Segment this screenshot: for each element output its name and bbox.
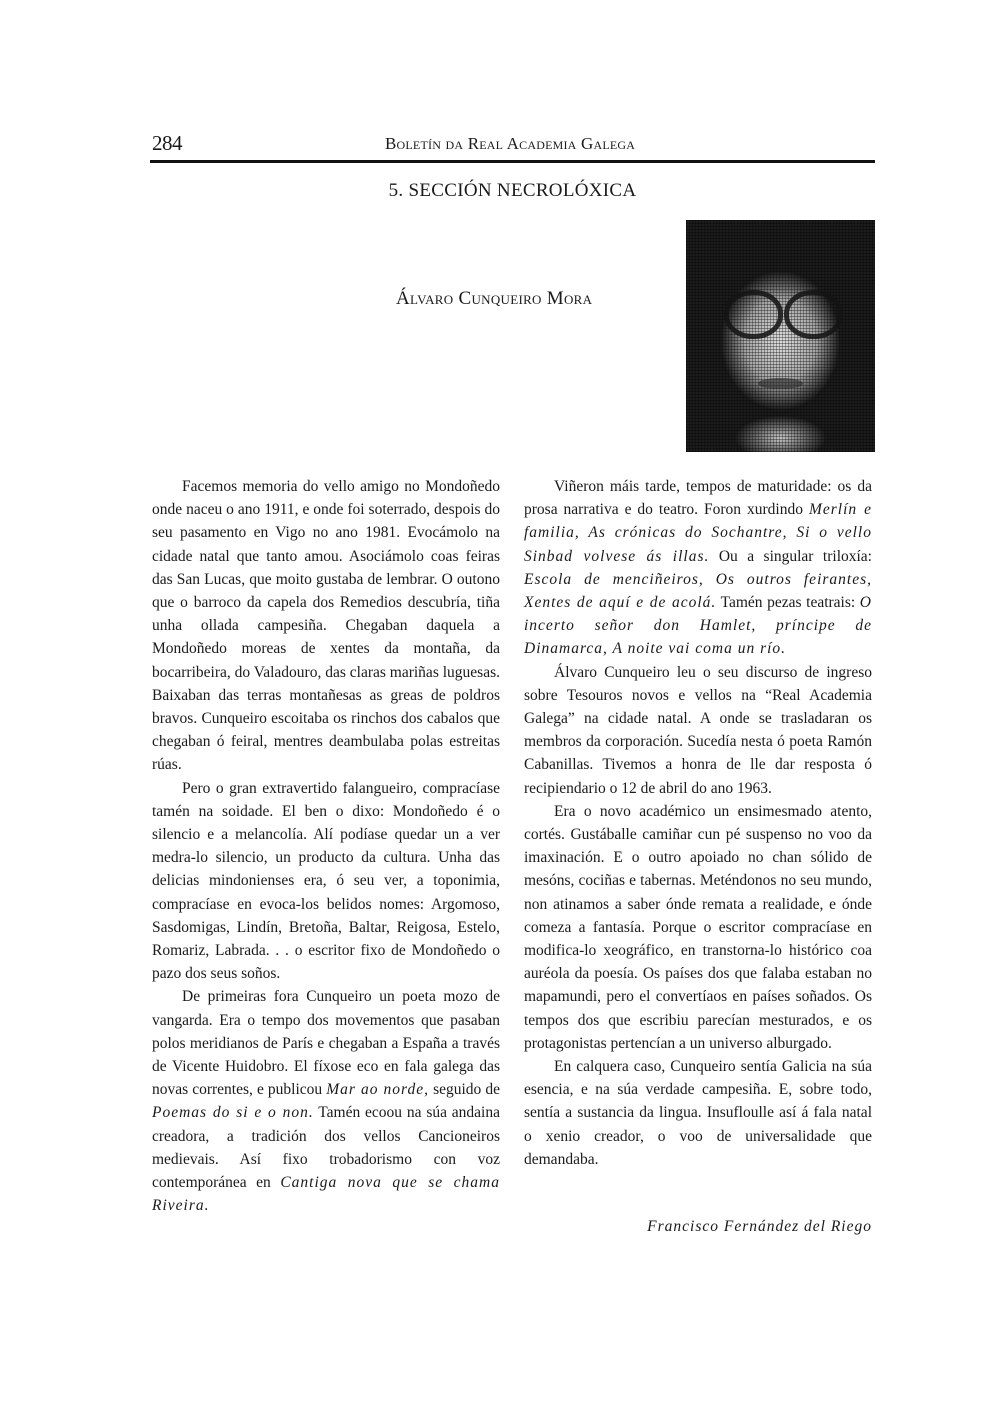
paragraph-maturity [524,475,872,661]
portrait-glasses-right [784,290,843,339]
paragraph-solitude: Pero o gran extravertido falangueiro, compracíase tamén na soidade. El ben o dixo: Mondoñedo é o silencio e a melancolía. Alí podíase quedar un a ver medra-lo silencio, un producto da cultura. Unha das delicias mindonienses era, ó seu ver, a toponimia, compracíase en evoca-los belidos nomes: Argomoso, Sasdomigas, Lindín, Bretoña, Baltar, Reigosa, Estelo, Romariz, Labrada. . . o escritor fixo de Mondoñedo o pazo dos seus soños. [152,779,500,983]
book-titles: Merlín e familia, As crónicas do Sochantre, Si o vello Sinbad volvese ás illas. [524,501,873,565]
header-rule-divider [150,160,875,163]
left-column [152,475,500,1218]
book-title: Mar ao norde, [326,1081,430,1099]
paragraph-character: Era o novo académico un ensimesmado atento, cortés. Gustáballe camiñar cun pé suspenso no voo da imaxinación. E o outro apoiado no chan sólido de mesóns, cociñas e tabernas. Meténdonos no seu mundo, non atinamos a saber ónde remata a realidade, e ónde comeza a fantasía. Porque o escritor compracíase en modifica-lo xeográfico, en transtorna-lo histórico coa auréola da poesía. Os países dos que falaba estaban no mapamundi, pero el convertíaos en países soñados. Os tempos dos que escribiu parecían mesturados, e os protagonistas pertencían a un universo alburgado. [524,802,872,1052]
text-run: seguido de [429,1081,500,1099]
paragraph-poetry [152,985,500,1217]
paragraph-academy-speech: Álvaro Cunqueiro leu o seu discurso de ingreso sobre Tesouros novos e vellos na “Real Academia Galega” na cidade natal. A onde se trasladaran os membros da corporación. Sucedía nesta ó poeta Ramón Cabanillas. Tivemos a honra de lle dar resposta ó recipiendario o 12 de abril do ano 1963. [524,663,872,797]
book-titles: Escola de menciñeiros, Os outros feirantes, Xentes de aquí e de acolá. [524,570,872,612]
page-number: 284 [152,131,182,155]
book-title: Cantiga nova que se chama Riveira. [152,1174,500,1215]
text-run: De primeiras fora Cunqueiro un poeta mozo de vangarda. Era o tempo dos movementos que pasaban polos meridianos de París e chegaban a España a través de Vicente Huidobro. El fíxose eco en fala galega das novas correntes, e publicou [152,988,500,1099]
running-head: Boletín da Real Academia Galega [385,134,636,153]
portrait-mouth [758,378,803,390]
text-run: Tamén pezas teatrais: [716,594,860,612]
section-title: 5. SECCIÓN NECROLÓXICA [388,180,637,201]
portrait-photo-icon [686,220,875,452]
text-run: Ou a singular triloxía: [709,547,872,565]
article-title: Álvaro Cunqueiro Mora [396,288,593,309]
portrait-glasses-left [724,290,783,339]
text-run: Viñeron máis tarde, tempos de maturidade: os da prosa narrativa e do teatro. Foron xurdindo [524,478,872,519]
book-title: Poemas do si e o non. [152,1104,314,1122]
paragraph-hometown: Facemos memoria do vello amigo no Mondoñedo onde naceu o ano 1911, e onde foi soterrado, despois do seu pasamento en Vigo no ano 1981. Evocámolo na cidade natal que tanto amou. Asociámolo coas feiras das San Lucas, que moito gustaba de lembrar. O outono que o barroco da capela dos Remedios descubría, tiña unha ollada campesiña. Chegaban daquela a Mondoñedo moreas de xentes da montaña, da bocarribeira, do Valadouro, das claras mariñas luguesas. Baixaban das terras montañesas as greas de poldros bravos. Cunqueiro escoitaba os rinchos dos cabalos que chegaban ó feiral, mentres deambulaba polas estreitas rúas. [152,478,500,774]
right-column [524,475,872,1171]
text-run: Tamén ecoou na súa andaina creadora, a tradición dos vellos Cancioneiros medievais. Así fixo trobadorismo con voz contemporánea en [152,1104,500,1192]
paragraph-closing: En calquera caso, Cunqueiro sentía Galicia na súa esencia, e na súa verdade campesiña. E, sobre todo, sentía a sustancia da lingua. Insufloulle así á fala natal o xenio creador, o voo de universalidade que demandaba. [524,1058,872,1168]
author-signature: Francisco Fernández del Riego [647,1218,872,1235]
play-titles: O incerto señor don Hamlet, príncipe de Dinamarca, A noite vai coma un río. [524,594,872,658]
